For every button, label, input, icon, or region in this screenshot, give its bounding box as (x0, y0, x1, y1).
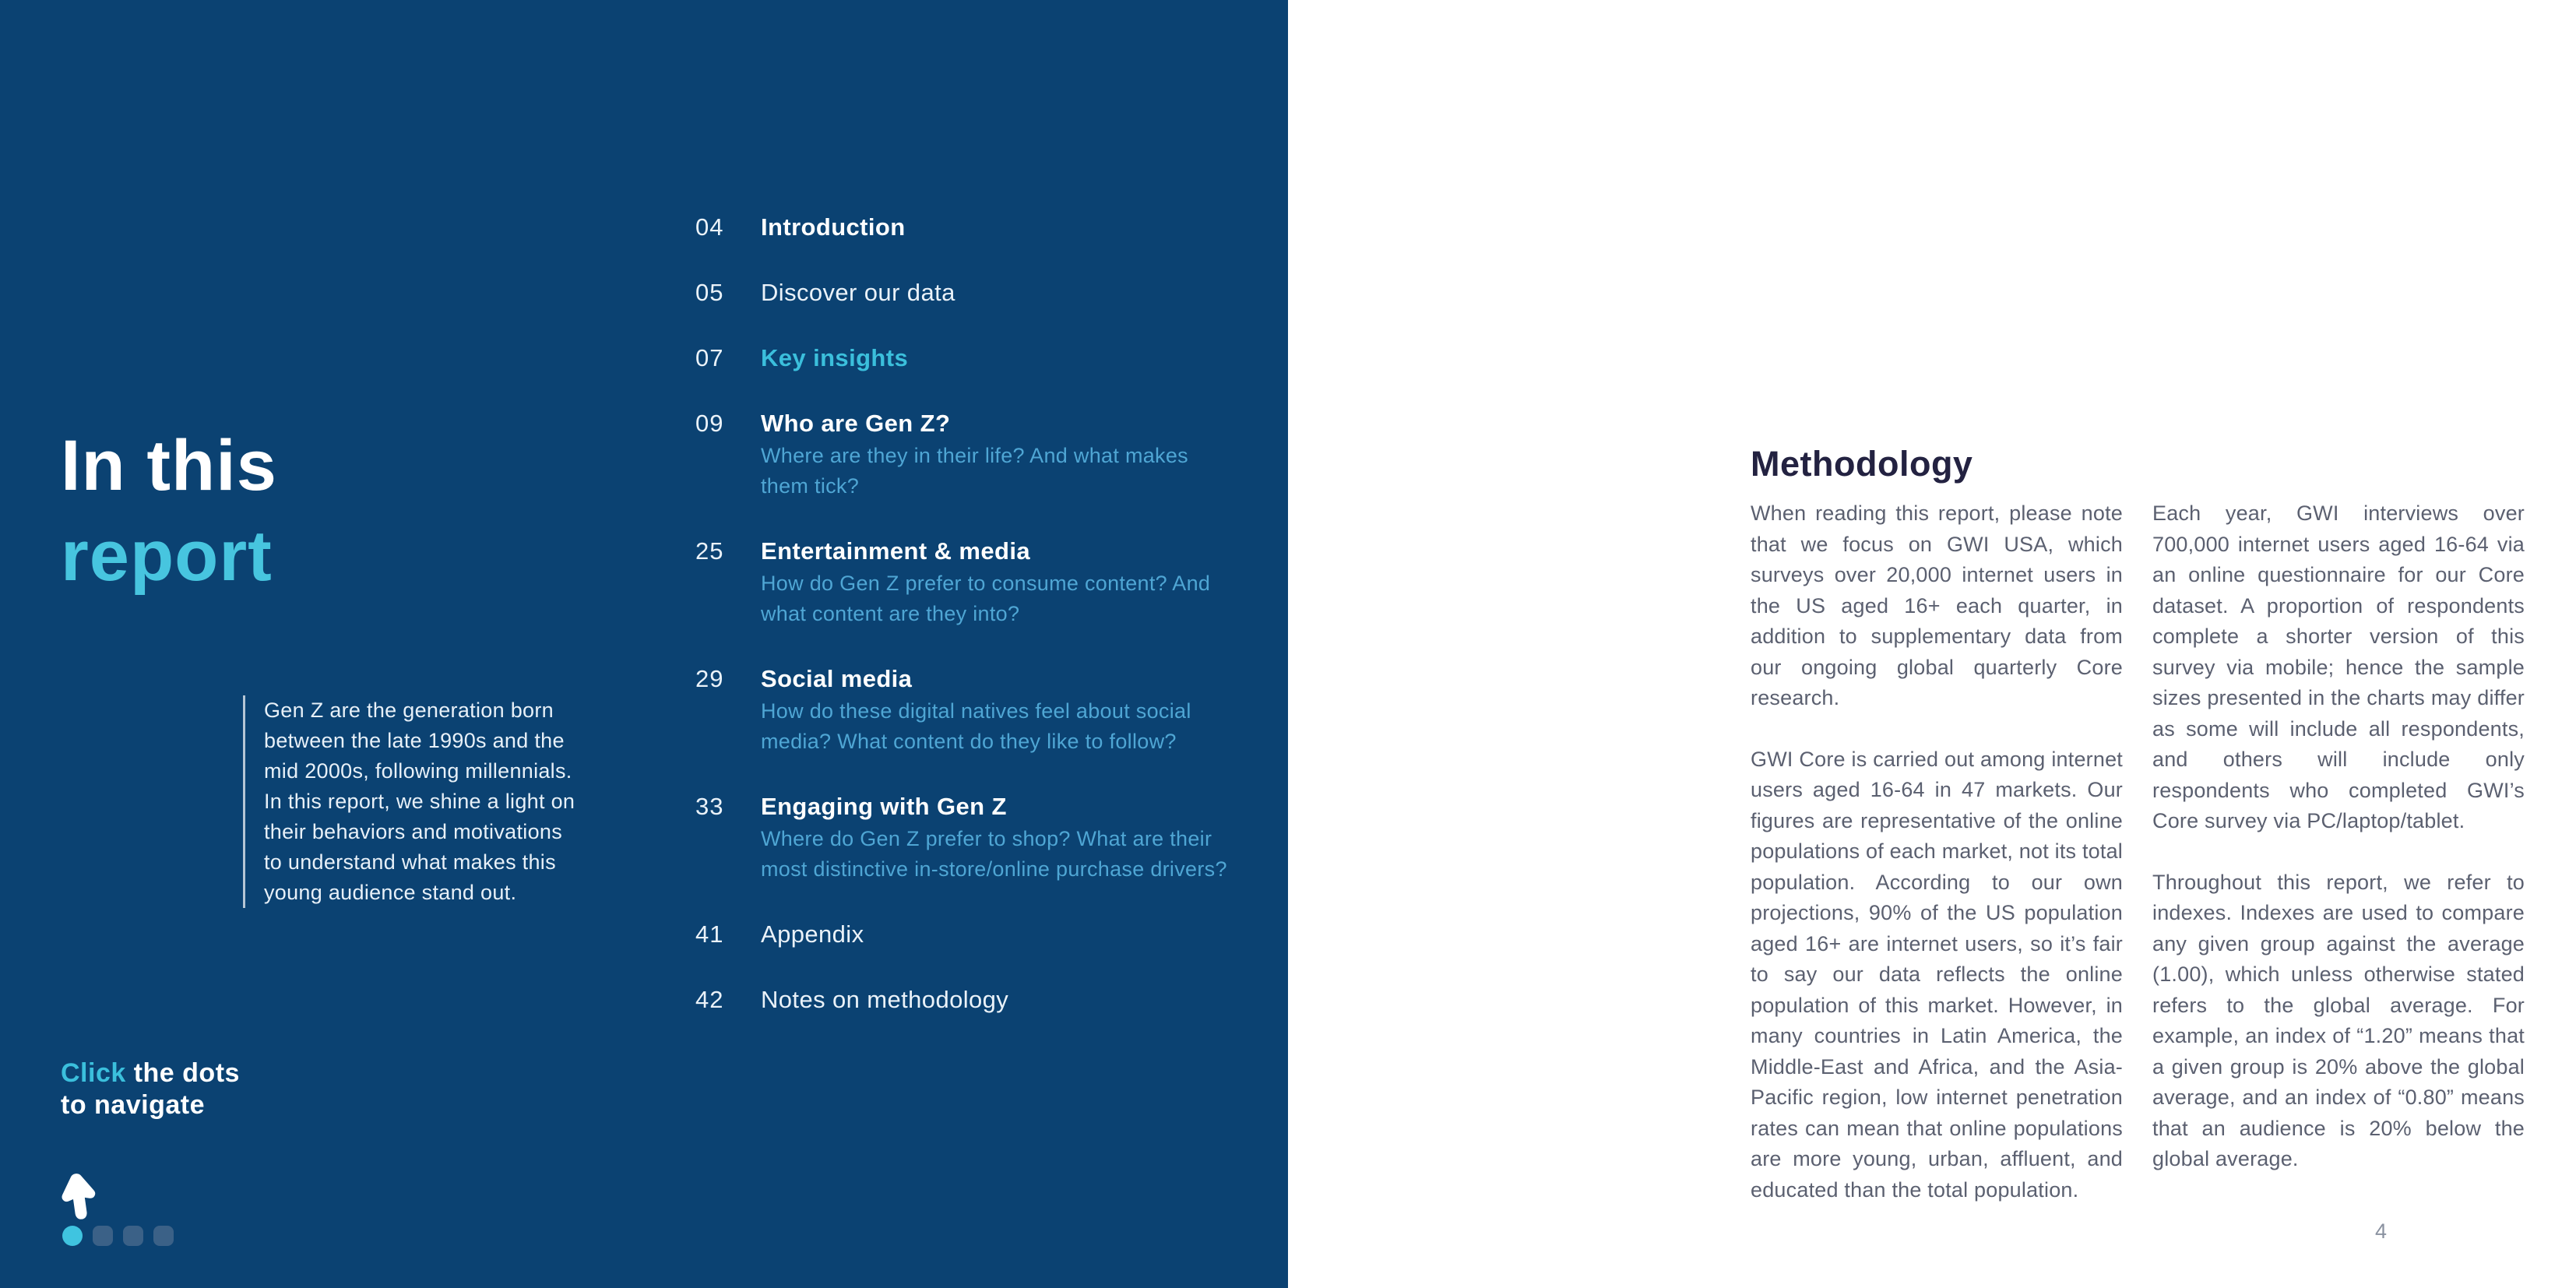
intro-paragraph: Gen Z are the generation born between the late 1990s and the mid 2000s, following millennials. In this report, we shine a light on their behaviors and motivations to understand what makes this young audience stand out. (243, 695, 582, 908)
toc-title[interactable]: Discover our data (761, 279, 955, 306)
toc-description: Where do Gen Z prefer to shop? What are their most distinctive in-store/online purchase drivers? (761, 827, 1227, 881)
toc-title[interactable]: Social media (761, 665, 913, 692)
page-title-line2: report (61, 516, 273, 596)
toc-page-number: 04 (695, 213, 724, 241)
navigate-hint-rest: the dots (125, 1058, 240, 1088)
methodology-paragraph: When reading this report, please note that we focus on GWI USA, which surveys over 20,000 internet users in the US aged 16+ each quarter, in addition to supplementary data from our ongoing global quarterly Core research. (1751, 501, 2123, 709)
toc-item-social-media[interactable] (695, 663, 1256, 757)
toc-title[interactable]: Key insights (761, 344, 909, 371)
navigate-hint-accent: Click (61, 1058, 126, 1088)
pagination-dot-4[interactable] (153, 1226, 174, 1246)
toc-title[interactable]: Who are Gen Z? (761, 410, 951, 437)
toc-title[interactable]: Introduction (761, 213, 906, 241)
toc-item-who-are-gen-z[interactable] (695, 408, 1256, 501)
toc-item-appendix[interactable] (695, 919, 1256, 950)
toc-title[interactable]: Engaging with Gen Z (761, 793, 1007, 820)
methodology-paragraph: Throughout this report, we refer to indexes. Indexes are used to compare any given group against the average (1.00), which unless otherwise stated refers to the global average. For example, an index of “1.20” means that a given group is 20% above the global average, and an index of “0.80” means that an audience is 20% below the global average. (2152, 870, 2525, 1170)
methodology-column-1 (1751, 498, 2123, 1236)
toc-page-number: 33 (695, 793, 724, 820)
toc-item-notes-on-methodology[interactable] (695, 984, 1256, 1015)
methodology-page (1288, 0, 2576, 1288)
toc-description: How do Gen Z prefer to consume content? And what content are they into? (761, 572, 1211, 625)
methodology-paragraph: Each year, GWI interviews over 700,000 internet users aged 16-64 via an online questionnaire for our Core dataset. A proportion of respondents complete a shorter version of this survey via mobile; hence the sample sizes presented in the charts may differ as some will include all respondents, and others will include only respondents who completed GWI’s Core survey via PC/laptop/tablet. (2152, 501, 2525, 832)
toc-page-number: 29 (695, 665, 724, 692)
toc-page-number: 05 (695, 279, 724, 306)
toc-page-number: 25 (695, 537, 724, 565)
pagination-dots (62, 1226, 174, 1246)
toc-item-entertainment-media[interactable] (695, 536, 1256, 629)
toc-title[interactable]: Notes on methodology (761, 986, 1009, 1013)
toc-page-number: 42 (695, 986, 724, 1013)
methodology-column-2 (2152, 498, 2525, 1205)
toc-description: Where are they in their life? And what makes them tick? (761, 444, 1188, 498)
page-title-line1: In this (61, 426, 277, 505)
click-cursor-icon (58, 1170, 100, 1222)
pagination-dot-1[interactable] (62, 1226, 83, 1246)
pagination-dot-3[interactable] (123, 1226, 143, 1246)
toc-item-engaging-with-gen-z[interactable] (695, 791, 1256, 885)
toc-description: How do these digital natives feel about social media? What content do they like to follow? (761, 699, 1191, 753)
navigate-hint-line2: to navigate (61, 1090, 205, 1120)
toc-item-key-insights[interactable] (695, 343, 1256, 374)
toc-item-discover-our-data[interactable] (695, 277, 1256, 308)
methodology-heading: Methodology (1751, 444, 1973, 484)
toc-title[interactable]: Appendix (761, 920, 864, 948)
page-number: 4 (2375, 1219, 2388, 1243)
toc-page-number: 41 (695, 920, 724, 948)
toc-page-number: 07 (695, 344, 724, 371)
methodology-paragraph: GWI Core is carried out among internet users aged 16-64 in 47 markets. Our figures are representative of the online populations of each market, not its total population. According to our own projections, 90% of the US population aged 16+ are internet users, so it’s fair to say our data reflects the online population of this market. However, in many countries in Latin America, the Middle-East and Africa, and the Asia-Pacific region, low internet penetration rates can mean that online populations are more young, urban, affluent, and educated than the total population. (1751, 747, 2123, 1202)
toc-page-number: 09 (695, 410, 724, 437)
toc-item-introduction[interactable] (695, 212, 1256, 243)
toc-title[interactable]: Entertainment & media (761, 537, 1031, 565)
navigate-hint (61, 1057, 240, 1121)
page-title (61, 421, 277, 601)
pagination-dot-2[interactable] (93, 1226, 113, 1246)
table-of-contents (695, 212, 1256, 1050)
